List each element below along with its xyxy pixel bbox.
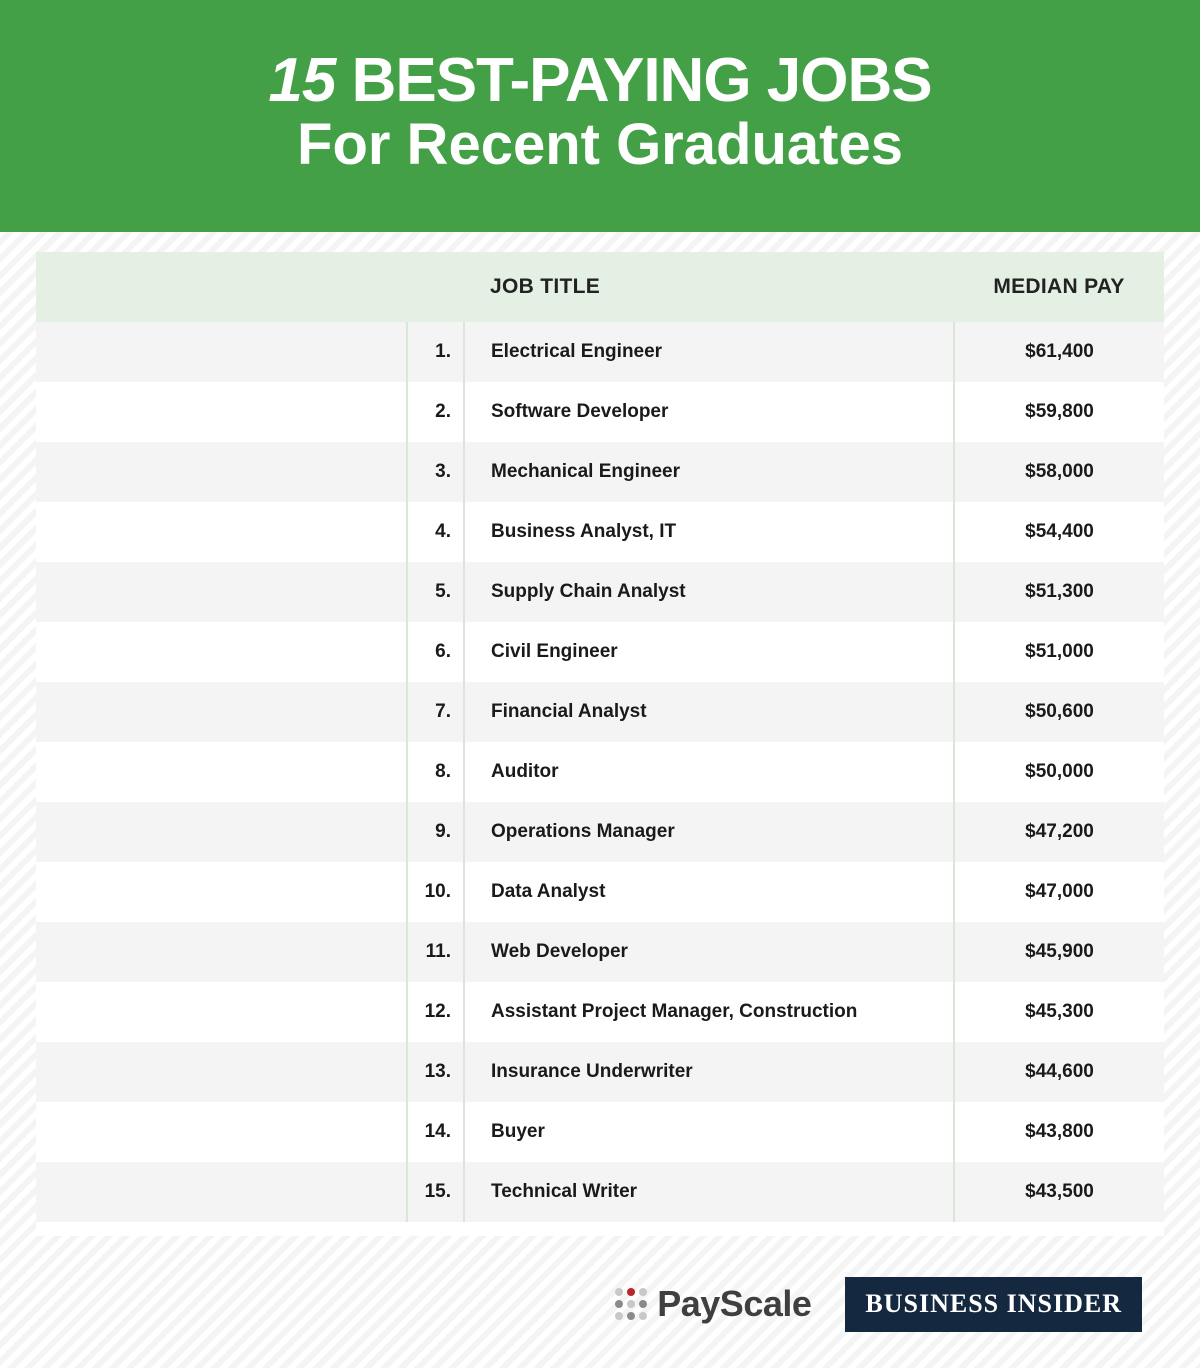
row-icon-cell [36,622,408,682]
row-icon-cell [36,922,408,982]
title-main: BEST-PAYING JOBS [351,45,932,115]
row-icon-cell [36,502,408,562]
row-job-title: Technical Writer [464,1162,954,1222]
row-rank: 3. [408,442,464,502]
table-row [36,562,1164,622]
table-header [36,252,1164,322]
table-body [36,322,1164,1222]
row-job-title: Operations Manager [464,802,954,862]
table-row [36,682,1164,742]
row-median-pay: $50,600 [954,682,1164,742]
row-rank: 7. [408,682,464,742]
row-icon-cell [36,442,408,502]
row-median-pay: $61,400 [954,322,1164,382]
table-row [36,922,1164,982]
table-row [36,1102,1164,1162]
table-row [36,382,1164,442]
row-icon-cell [36,742,408,802]
row-rank: 1. [408,322,464,382]
table-row [36,982,1164,1042]
row-median-pay: $54,400 [954,502,1164,562]
row-rank: 9. [408,802,464,862]
row-job-title: Electrical Engineer [464,322,954,382]
table-row [36,322,1164,382]
row-median-pay: $58,000 [954,442,1164,502]
row-icon-cell [36,1102,408,1162]
row-rank: 6. [408,622,464,682]
header-blank [36,252,464,322]
header-job-title: JOB TITLE [464,252,954,322]
row-job-title: Assistant Project Manager, Construction [464,982,954,1042]
row-rank: 12. [408,982,464,1042]
row-rank: 8. [408,742,464,802]
row-job-title: Software Developer [464,382,954,442]
row-median-pay: $43,800 [954,1102,1164,1162]
row-icon-cell [36,982,408,1042]
row-job-title: Buyer [464,1102,954,1162]
table-row [36,622,1164,682]
row-icon-cell [36,1042,408,1102]
footer [0,1240,1200,1368]
row-median-pay: $51,000 [954,622,1164,682]
row-icon-cell [36,322,408,382]
row-rank: 5. [408,562,464,622]
table-row [36,802,1164,862]
row-median-pay: $44,600 [954,1042,1164,1102]
row-rank: 4. [408,502,464,562]
page-title [268,45,932,115]
payscale-dots-icon [615,1288,647,1320]
jobs-table [36,252,1164,1222]
table-row [36,502,1164,562]
row-median-pay: $43,500 [954,1162,1164,1222]
row-job-title: Financial Analyst [464,682,954,742]
row-icon-cell [36,1162,408,1222]
row-median-pay: $47,000 [954,862,1164,922]
table-row [36,1162,1164,1222]
table-row [36,442,1164,502]
table-row [36,742,1164,802]
page-subtitle: For Recent Graduates [297,111,903,177]
row-rank: 11. [408,922,464,982]
row-icon-cell [36,382,408,442]
row-job-title: Business Analyst, IT [464,502,954,562]
header-median-pay: MEDIAN PAY [954,252,1164,322]
row-job-title: Insurance Underwriter [464,1042,954,1102]
table-row [36,1042,1164,1102]
row-rank: 14. [408,1102,464,1162]
row-median-pay: $45,300 [954,982,1164,1042]
row-icon-cell [36,802,408,862]
row-job-title: Mechanical Engineer [464,442,954,502]
row-job-title: Supply Chain Analyst [464,562,954,622]
table-row [36,862,1164,922]
row-job-title: Auditor [464,742,954,802]
header-banner [0,0,1200,232]
business-insider-logo: BUSINESS INSIDER [845,1277,1142,1332]
row-job-title: Civil Engineer [464,622,954,682]
row-median-pay: $47,200 [954,802,1164,862]
row-job-title: Data Analyst [464,862,954,922]
row-rank: 2. [408,382,464,442]
row-median-pay: $50,000 [954,742,1164,802]
title-number: 15 [268,45,336,115]
row-median-pay: $45,900 [954,922,1164,982]
payscale-logo [615,1283,811,1325]
payscale-wordmark: PayScale [657,1283,812,1324]
row-icon-cell [36,682,408,742]
jobs-table-card [36,252,1164,1236]
row-icon-cell [36,562,408,622]
row-rank: 15. [408,1162,464,1222]
row-median-pay: $59,800 [954,382,1164,442]
row-median-pay: $51,300 [954,562,1164,622]
row-icon-cell [36,862,408,922]
row-rank: 10. [408,862,464,922]
row-job-title: Web Developer [464,922,954,982]
row-rank: 13. [408,1042,464,1102]
